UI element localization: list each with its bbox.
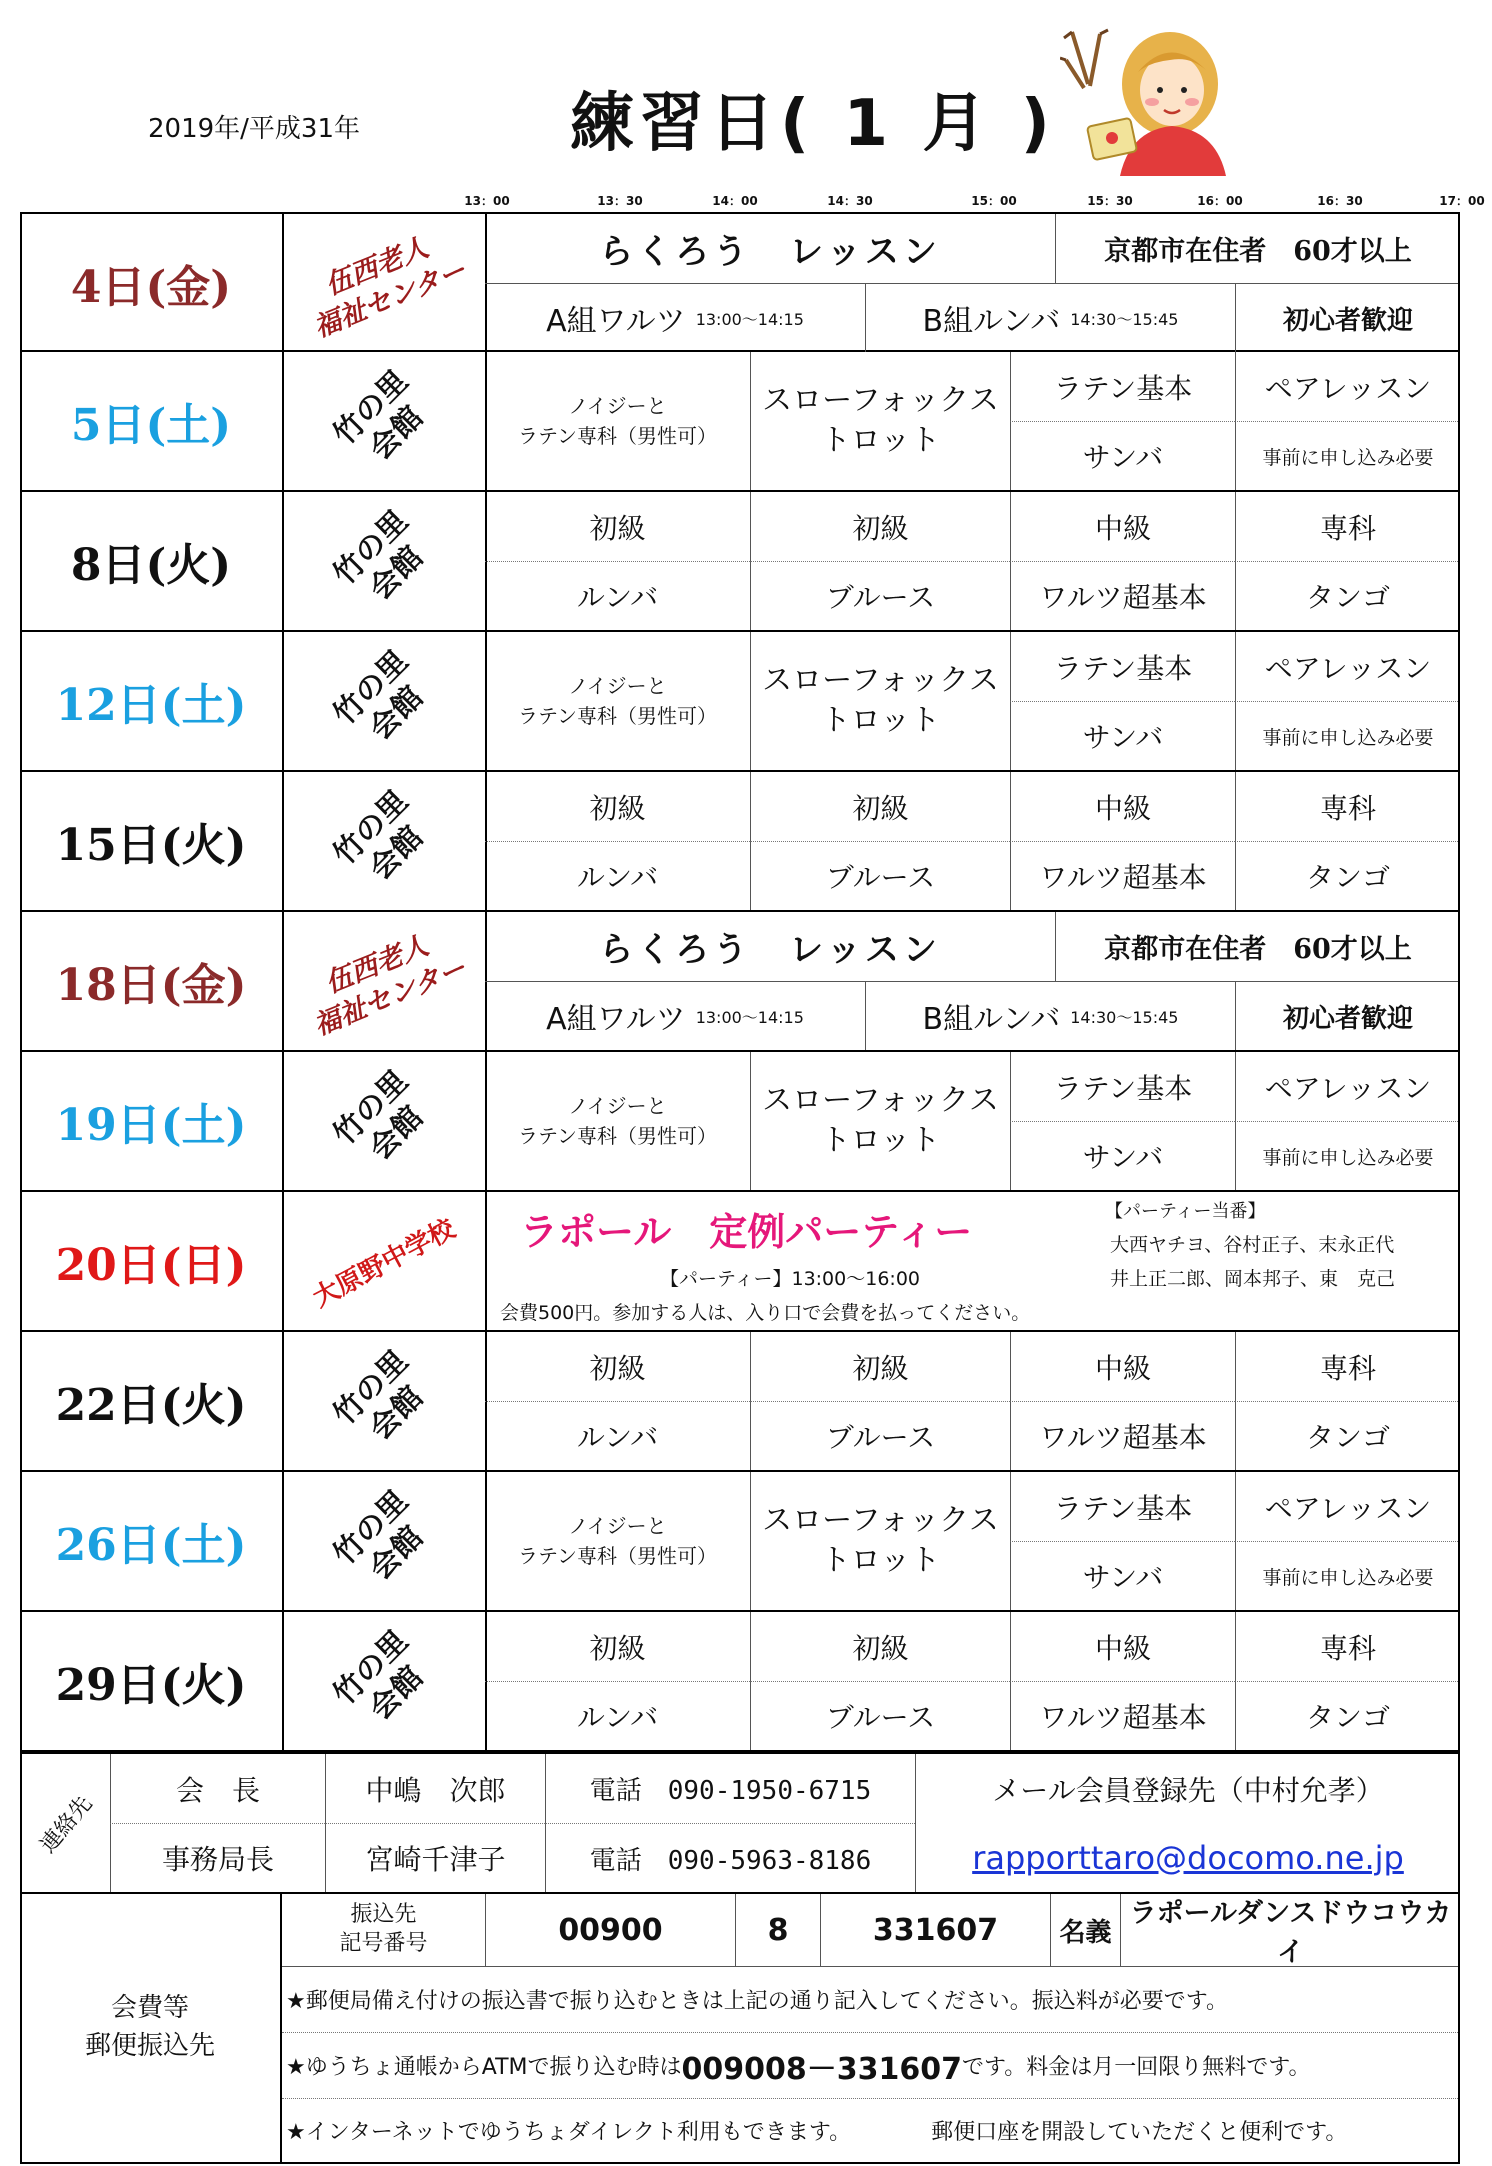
pair-lesson-class: ペアレッスン: [1235, 352, 1460, 421]
slowfox-line1: スローフォックス: [762, 1502, 999, 1538]
preregister-note: 事前に申し込み必要: [1235, 701, 1460, 770]
class-dance: ブルース: [750, 841, 1010, 910]
schedule-row: [20, 772, 1460, 912]
preregister-note: 事前に申し込み必要: [1235, 1121, 1460, 1190]
slowfox-line2: トロット: [820, 1123, 941, 1158]
account-label-line1: 振込先: [350, 1902, 417, 1928]
noisy-line1: ノイジーと: [568, 394, 667, 418]
schedule-row: [20, 352, 1460, 492]
class-dance: ブルース: [750, 1681, 1010, 1750]
party-duty-label: 【パーティー当番】: [1105, 1201, 1266, 1222]
payment-note3: [282, 2098, 1460, 2162]
holder-label: 名義: [1050, 1894, 1120, 1966]
note2-account-number: 009008－331607: [681, 2051, 962, 2087]
time-tick: 13：00: [464, 194, 510, 208]
account-holder: ラポールダンスドウコウカイ: [1120, 1894, 1460, 1966]
class-level: 専科: [1235, 1332, 1460, 1401]
noisy-line2: ラテン専科（男性可）: [518, 704, 717, 728]
payment-label-line2: 郵便振込先: [84, 2031, 215, 2061]
payment-label-line1: 会費等: [110, 1993, 189, 2024]
time-tick: 14：30: [827, 194, 873, 208]
group-b-time: 14:30～15:45: [1070, 309, 1179, 329]
payment-note1: ★郵便局備え付けの振込書で振り込むときは上記の通り記入してください。振込料が必要です。: [282, 1966, 1460, 2032]
class-level: 中級: [1010, 1332, 1235, 1401]
class-level: 初級: [589, 511, 646, 545]
noisy-line1: ノイジーと: [568, 674, 667, 698]
schedule-row: [20, 1192, 1460, 1332]
pair-lesson-class: ペアレッスン: [1235, 632, 1460, 701]
note2-post: です。料金は月一回限り無料です。: [962, 2055, 1311, 2080]
samba-class: サンバ: [1010, 421, 1235, 490]
noisy-line2: ラテン専科（男性可）: [518, 424, 717, 448]
venue-cell: [282, 1192, 487, 1330]
group-b-time: 14:30～15:45: [1070, 1007, 1179, 1027]
schedule-row: [20, 1052, 1460, 1192]
time-tick: 17：00: [1439, 194, 1485, 208]
noisy-line2: ラテン専科（男性可）: [518, 1124, 717, 1148]
venue-cell: [282, 1052, 487, 1190]
rakurou-title: らくろう レッスン: [599, 930, 941, 970]
class-level: 中級: [1010, 492, 1235, 561]
venue-cell: [282, 352, 487, 490]
contact-role-president: 会 長: [110, 1754, 325, 1823]
venue-name: 竹の里 会館: [326, 783, 430, 887]
contact-role-secretary: 事務局長: [110, 1823, 325, 1892]
class-level: 初級: [589, 791, 646, 825]
class-dance: ブルース: [750, 1401, 1010, 1470]
class-dance: ルンバ: [485, 1401, 750, 1470]
class-dance: タンゴ: [1235, 1681, 1460, 1750]
slowfox-class: [750, 1052, 1010, 1190]
pair-lesson-class: ペアレッスン: [1235, 1472, 1460, 1541]
rakurou-group-b: [865, 981, 1235, 1050]
class-dance: ワルツ超基本: [1010, 841, 1235, 910]
venue-name: 伍西老人 福祉センター: [309, 930, 471, 1042]
schedule-row: [20, 912, 1460, 1052]
schedule-row: [20, 1472, 1460, 1612]
date-cell: 22日(火): [20, 1332, 284, 1470]
schedule-table: [20, 212, 1460, 1752]
slowfox-line1: スローフォックス: [762, 1082, 999, 1118]
slowfox-line1: スローフォックス: [762, 662, 999, 698]
time-tick: 14：00: [712, 194, 758, 208]
venue-name: 竹の里 会館: [326, 643, 430, 747]
account-number-label: [282, 1894, 485, 1966]
account-label-line2: 記号番号: [339, 1931, 428, 1956]
payment-note2: [282, 2032, 1460, 2098]
latin-basic-class: ラテン基本: [1010, 1472, 1235, 1541]
note2-pre: ★ゆうちょ通帳からATMで振り込む時は: [286, 2055, 682, 2080]
class-dance: ルンバ: [485, 841, 750, 910]
class-level: 専科: [1235, 492, 1460, 561]
class-level: 初級: [589, 1631, 646, 1665]
noisy-line1: ノイジーと: [568, 1094, 667, 1118]
venue-name: 伍西老人 福祉センター: [309, 232, 471, 344]
venue-name: 竹の里 会館: [326, 1063, 430, 1167]
date-cell: 19日(土): [20, 1052, 284, 1190]
class-level: 中級: [1010, 772, 1235, 841]
class-level: 専科: [1235, 772, 1460, 841]
venue-cell: [282, 772, 487, 910]
account-code3: 331607: [820, 1894, 1050, 1966]
venue-cell: [282, 632, 487, 770]
class-dance: ブルース: [750, 561, 1010, 630]
venue-cell: [282, 1332, 487, 1470]
class-level: 中級: [1010, 1612, 1235, 1681]
class-dance: ルンバ: [485, 1681, 750, 1750]
samba-class: サンバ: [1010, 1541, 1235, 1610]
venue-cell: [282, 1472, 487, 1610]
latin-basic-class: ラテン基本: [1010, 632, 1235, 701]
rakurou-title: らくろう レッスン: [599, 232, 941, 272]
payment-label-cell: [20, 1894, 282, 2162]
email-link[interactable]: rapporttaro@docomo.ne.jp: [972, 1838, 1404, 1877]
venue-name: 竹の里 会館: [326, 1343, 430, 1447]
class-dance: ワルツ超基本: [1010, 1401, 1235, 1470]
venue-cell: [282, 214, 487, 352]
class-dance: タンゴ: [1235, 841, 1460, 910]
class-dance: ワルツ超基本: [1010, 1681, 1235, 1750]
note3-b: 郵便口座を開設していただくと便利です。: [931, 2120, 1348, 2145]
class-dance: ルンバ: [485, 561, 750, 630]
class-dance: ワルツ超基本: [1010, 561, 1235, 630]
class-level: 初級: [750, 772, 1010, 841]
samba-class: サンバ: [1010, 701, 1235, 770]
noisy-latin-class: [485, 1052, 750, 1190]
date-cell: 18日(金): [20, 912, 284, 1050]
contact-section: [20, 1752, 1460, 1894]
noisy-line1: ノイジーと: [568, 1514, 667, 1538]
date-cell: 29日(火): [20, 1612, 284, 1750]
latin-basic-class: ラテン基本: [1010, 1052, 1235, 1121]
contact-name-president: 中嶋 次郎: [325, 1754, 545, 1823]
party-time: 【パーティー】13:00～16:00: [660, 1267, 920, 1290]
date-cell: 20日(日): [20, 1192, 284, 1330]
venue-name: 竹の里 会館: [326, 363, 430, 467]
venue-name: 竹の里 会館: [326, 1483, 430, 1587]
class-level: 専科: [1235, 1612, 1460, 1681]
samba-class: サンバ: [1010, 1121, 1235, 1190]
venue-cell: [282, 1612, 487, 1750]
group-a-label: A組ワルツ: [546, 304, 686, 339]
venue-name: 竹の里 会館: [326, 503, 430, 607]
noisy-latin-class: [485, 1472, 750, 1610]
contact-label: 連絡先: [35, 1790, 98, 1858]
contact-phone-president: 電話 090-1950-6715: [545, 1754, 915, 1823]
mascot-girl-image: [1060, 26, 1240, 176]
contact-phone-secretary: 電話 090-5963-8186: [545, 1823, 915, 1892]
date-cell: 8日(火): [20, 492, 284, 630]
date-cell: 15日(火): [20, 772, 284, 910]
class-level: 初級: [589, 1351, 646, 1385]
payment-section: [20, 1894, 1460, 2164]
party-duty-line1: 大西ヤチヨ、谷村正子、末永正代: [1110, 1233, 1395, 1256]
time-tick: 16：00: [1197, 194, 1243, 208]
noisy-latin-class: [485, 632, 750, 770]
rakurou-eligibility: 京都市在住者 60才以上: [1055, 214, 1460, 283]
mail-registration-title: メール会員登録先（中村允孝）: [915, 1754, 1460, 1823]
schedule-row: [20, 492, 1460, 632]
slowfox-class: [750, 1472, 1010, 1610]
slowfox-line2: トロット: [820, 423, 941, 458]
schedule-row: [20, 212, 1460, 352]
venue-name: 大原野中学校: [308, 1213, 461, 1314]
contact-name-secretary: 宮崎千津子: [325, 1823, 545, 1892]
preregister-note: 事前に申し込み必要: [1235, 1541, 1460, 1610]
latin-basic-class: ラテン基本: [1010, 352, 1235, 421]
rakurou-group-a: [485, 283, 865, 352]
slowfox-class: [750, 632, 1010, 770]
class-dance: タンゴ: [1235, 561, 1460, 630]
schedule-row: [20, 1612, 1460, 1752]
class-level: 初級: [750, 1332, 1010, 1401]
time-tick: 15：00: [971, 194, 1017, 208]
group-a-label: A組ワルツ: [546, 1002, 686, 1037]
date-cell: 4日(金): [20, 214, 284, 352]
group-b-label: B組ルンバ: [922, 304, 1061, 339]
party-duty-line2: 井上正二郎、岡本邦子、東 克己: [1110, 1267, 1396, 1290]
rakurou-welcome: 初心者歓迎: [1235, 283, 1460, 352]
slowfox-class: [750, 352, 1010, 490]
preregister-note: 事前に申し込み必要: [1235, 421, 1460, 490]
rakurou-welcome: 初心者歓迎: [1235, 981, 1460, 1050]
era-label: 2019年/平成31年: [148, 114, 361, 144]
time-tick: 13：30: [597, 194, 643, 208]
party-fee-note: 会費500円。参加する人は、入り口で会費を払ってください。: [500, 1301, 1031, 1324]
party-title: ラポール 定例パーティー: [520, 1209, 973, 1254]
noisy-line2: ラテン専科（男性可）: [518, 1544, 717, 1568]
note3-a: ★インターネットでゆうちょダイレクト利用もできます。: [286, 2120, 852, 2145]
class-level: 初級: [750, 1612, 1010, 1681]
mail-link-cell: [915, 1823, 1460, 1892]
date-cell: 26日(土): [20, 1472, 284, 1610]
venue-cell: [282, 912, 487, 1050]
class-dance: タンゴ: [1235, 1401, 1460, 1470]
schedule-row: [20, 632, 1460, 772]
group-a-time: 13:00～14:15: [695, 1007, 804, 1027]
group-a-time: 13:00～14:15: [695, 309, 804, 329]
venue-name: 竹の里 会館: [326, 1623, 430, 1727]
noisy-latin-class: [485, 352, 750, 490]
contact-label-cell: [20, 1754, 110, 1892]
slowfox-line2: トロット: [820, 1543, 941, 1578]
slowfox-line1: スローフォックス: [762, 382, 999, 418]
time-tick: 16：30: [1317, 194, 1363, 208]
date-cell: 12日(土): [20, 632, 284, 770]
rakurou-group-a: [485, 981, 865, 1050]
date-cell: 5日(土): [20, 352, 284, 490]
slowfox-line2: トロット: [820, 703, 941, 738]
group-b-label: B組ルンバ: [922, 1002, 1061, 1037]
schedule-row: [20, 1332, 1460, 1472]
venue-cell: [282, 492, 487, 630]
pair-lesson-class: ペアレッスン: [1235, 1052, 1460, 1121]
account-code1: 00900: [485, 1894, 735, 1966]
account-code2: 8: [735, 1894, 820, 1966]
page-title: 練習日( 1 月 ): [570, 87, 1056, 161]
time-tick: 15：30: [1087, 194, 1133, 208]
class-level: 初級: [750, 492, 1010, 561]
rakurou-group-b: [865, 283, 1235, 352]
rakurou-eligibility: 京都市在住者 60才以上: [1055, 912, 1460, 981]
